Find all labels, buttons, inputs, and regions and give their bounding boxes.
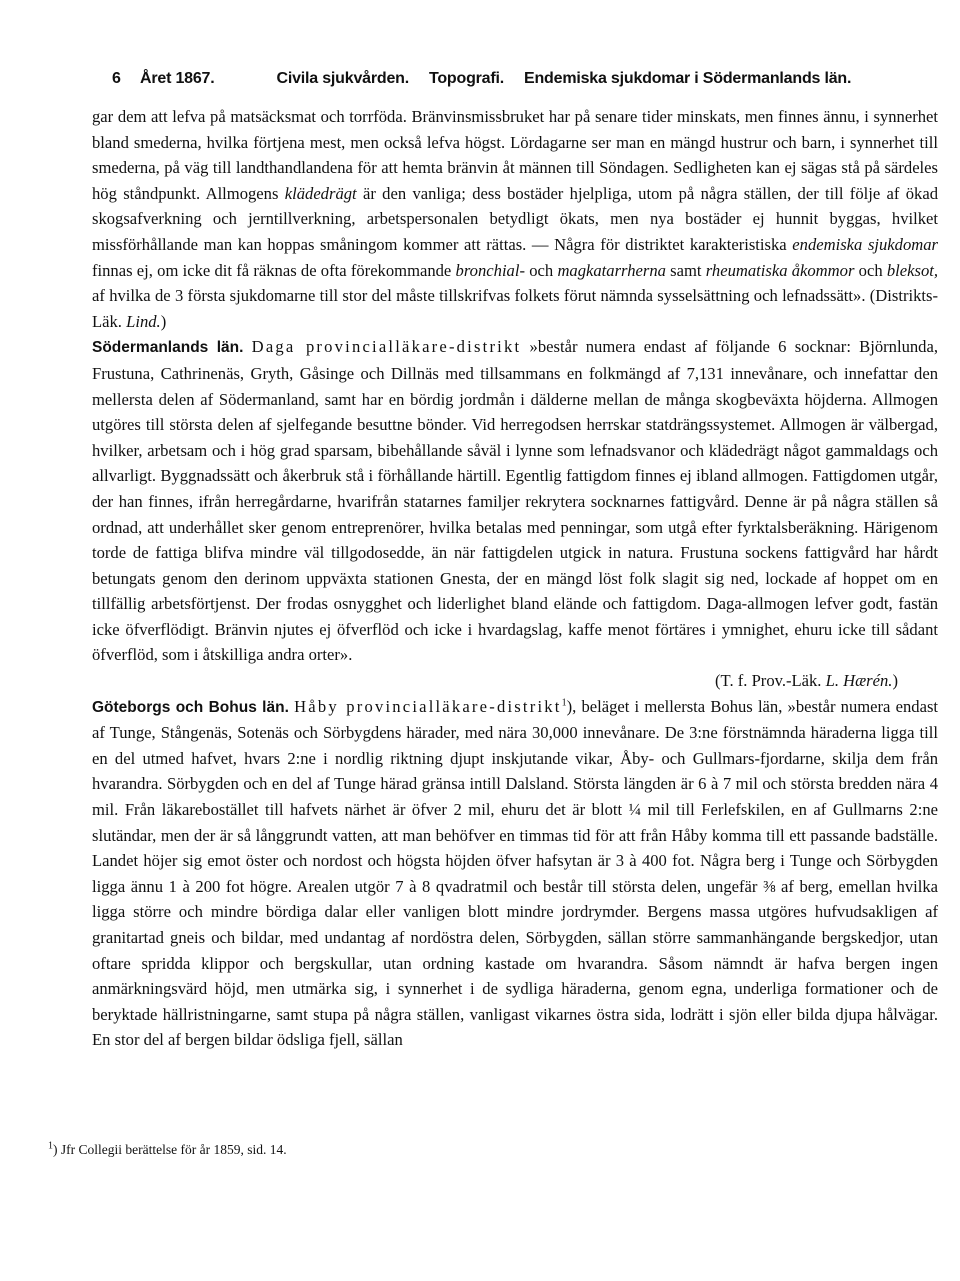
page-number: 6 [112, 70, 121, 87]
p1-text2: är den vanliga; dess bostäder hjelpliga, utom på några ställen, der till följe af ökad skogsafverkning och jerntillverkning, arbetspersonalen betydligt ökats, men nya bostäder ej hunnit byggas, hvilket missförhållande man kan hoppas småningom kommer att rättas. — Några för distriktet karakteristiska [92, 183, 938, 254]
footnote-text: ) Jfr Collegii berättelse för år 1859, sid. 14. [53, 1142, 287, 1157]
running-header [92, 70, 938, 100]
p1-text6: och [854, 260, 887, 280]
p1-endemiska: endemiska sjukdomar [792, 234, 939, 254]
body-text [92, 104, 938, 1053]
header-section-3: Endemiska sjukdomar i Södermanlands län. [524, 70, 852, 87]
p1-author: Lind. [126, 311, 161, 331]
p3-text: ), beläget i mellersta Bohus län, »består numera endast af Tunge, Stångenäs, Sotenäs och Sörbygdens härader, med nära 30,000 innevånare. De 3:ne förstnämnda häraderna ligga till en del utmed hafvet, hvars 2:ne i nordlig riktning djupt inskjutande vikar, Åby- och Gullmars-fjordarne, skilja dem från hvarandra. Sörbygden och en del af Tunge härad gränsa intill Dalsland. Största längden är 6 à 7 mil och största bredden nära 4 mil. Från läkarebostället till hafvets närhet är öfver 2 mil, ehuru det är blott ¼ mil till Ferlefskilen, en af Gullmarns 2:ne slutändar, men der är så långgrundt vatten, att man behöfver en timmas tid för att från Håby komma till ett passande badställe. Landet höjer sig emot öster och nordost och högsta höjden öfver hafsytan är 3 à 400 fot. Några berg i Tunge och Sörbygden ligga ännu 1 à 200 fot högre. Arealen utgör 7 à 8 qvadratmil och består till största delen, ungefär ⅜ af berg, emellan hvilka ligga större och mindre bördiga dalar eller vanligen blott mindre jordrymder. Bergens massa utgöres hufvudsakligen af granitartad gneis och bildar, med undantag af nordöstra delen, Sörbygden, sällan större sammanhängande bergskedjor, utan oftare spridda klippor och bergskullar, utan ordning kastade om hvarandra. Såsom nämndt är hafva bergen ingen anmärkningsvärd höjd, men utmärka sig, i synnerhet i de sydliga häraderna, genom egna, underliga formationer och de beryktade hällristningarne, samt stupa på några ställen, vanligast vikarnes östra sida, lodrätt i sjön eller bilda djupa hålvägar. En stor del af bergen bildar ödsliga fjell, sällan [92, 696, 939, 1050]
p3-district: Håby provincialläkare-distrikt [294, 696, 562, 716]
p1-magkatarr: magkatarrherna [557, 260, 666, 280]
p1-text7: af hvilka de 3 första sjukdomarne till stor del måste tillskrifvas folkets förut nämnda sysselsättning och lefnadssätt». (Distrikts-Läk. [92, 286, 938, 331]
p1-text: gar dem att lefva på matsäcksmat och torrföda. Bränvinsmissbruket har på senare tider minskats, men finnes ännu, i synnerhet bland smederna, hvilka förtjena mest, men också lefva högst. Lördagarne ser man en mängd hustrur och barn, i synnerhet till smederna, på väg till landthandlandena för att hemta bränvin åt männen till Söndagen. Sedligheten kan ej sägas stå på särdeles hög ståndpunkt. Allmogens [92, 107, 938, 203]
p1-bleksot: bleksot, [886, 260, 939, 280]
footnote-marker[interactable]: 1 [561, 697, 567, 709]
p1-text5: samt [665, 260, 706, 280]
p2-text: »består numera endast af följande 6 socknar: Björnlunda, Frustuna, Cathrinenäs, Gryth, Gåsinge och Dillnäs med tillsammans en folkmängd af 7,131 innevånare, och innefattar den mellersta delen af Södermanland, samt har en bördig jordmån i dälderne mellan de många skogbeväxta höjderna. Allmogen utgöres till största delen af sjelfegande besuttne bönder. Vid herregodsen herrskar statdrängssystemet. Allmogen är välbergad, hvilker, arbetsam och i hög grad sparsam, bibehållande såväl i lynne som lefnadsvanor och klädedrägt något gammaldags och allvarligt. Byggnadssätt och åkerbruk stå i förhållande härtill. Egentlig fattigdom finnes ej ibland allmogen. Fattigdomen utgår, der han finnes, ifrån herregårdarne, hvarifrån statarnes familjer rekrytera socknarnes fattigvård. Denne är på några ställen så ordnad, att underhållet sker genom entreprenörer, hvilka betalas med penningar, som utgå efter fyrktalsberäkning. Härigenom torde de fattiga blifva mindre väl tillgodosedde, än när fattigdelen utgick in natura. Frustuna sockens fattigvård har hårdt betungats genom den derinom uppväxta stationen Gnesta, der en mängd löst folk slagit sig ned, lockade af hoppet om en tillfällig arbetsförtjenst. Der frodas osnygghet och liderlighet bland elände och fattigdom. Daga-allmogen lefver godt, fastän icke öfverflödigt. Bränvin njutes ej öfverflöd och icke i hvardagslag, kaffe menot förtäres i ymnighet, ehuru icke till sådant öfverflöd, som i åtskilliga andra orter». [92, 337, 938, 665]
footnote [48, 1142, 287, 1158]
p1-text4: och [524, 260, 558, 280]
lan-heading-sodermanland: Södermanlands län. [92, 339, 244, 357]
paragraph-1 [92, 104, 938, 334]
p1-bronchial: bronchial- [455, 260, 525, 280]
document-page [92, 70, 938, 1053]
footnote-number: 1 [48, 1140, 53, 1152]
p2-sig-end: ) [892, 671, 898, 691]
p1-rheumatiska: rheumatiska åkommor [705, 260, 855, 280]
p2-author: L. Hærén. [825, 671, 893, 691]
paragraph-2 [92, 334, 938, 668]
p1-kladedrakt: klädedrägt [284, 183, 357, 203]
p1-text3: finnas ej, om icke dit få räknas de ofta förekommande [92, 260, 456, 280]
p1-text8: ) [160, 311, 167, 331]
lan-heading-goteborg: Göteborgs och Bohus län. [92, 698, 289, 716]
p2-district: Daga provincialläkare-distrikt [251, 337, 522, 357]
header-section-1: Civila sjukvården. [276, 70, 409, 87]
signature-line-2 [92, 668, 938, 694]
p2-signature: (T. f. Prov.-Läk. [715, 671, 826, 691]
header-year: Året 1867. [140, 70, 215, 87]
header-section-2: Topografi. [428, 70, 504, 87]
paragraph-3 [92, 694, 938, 1053]
